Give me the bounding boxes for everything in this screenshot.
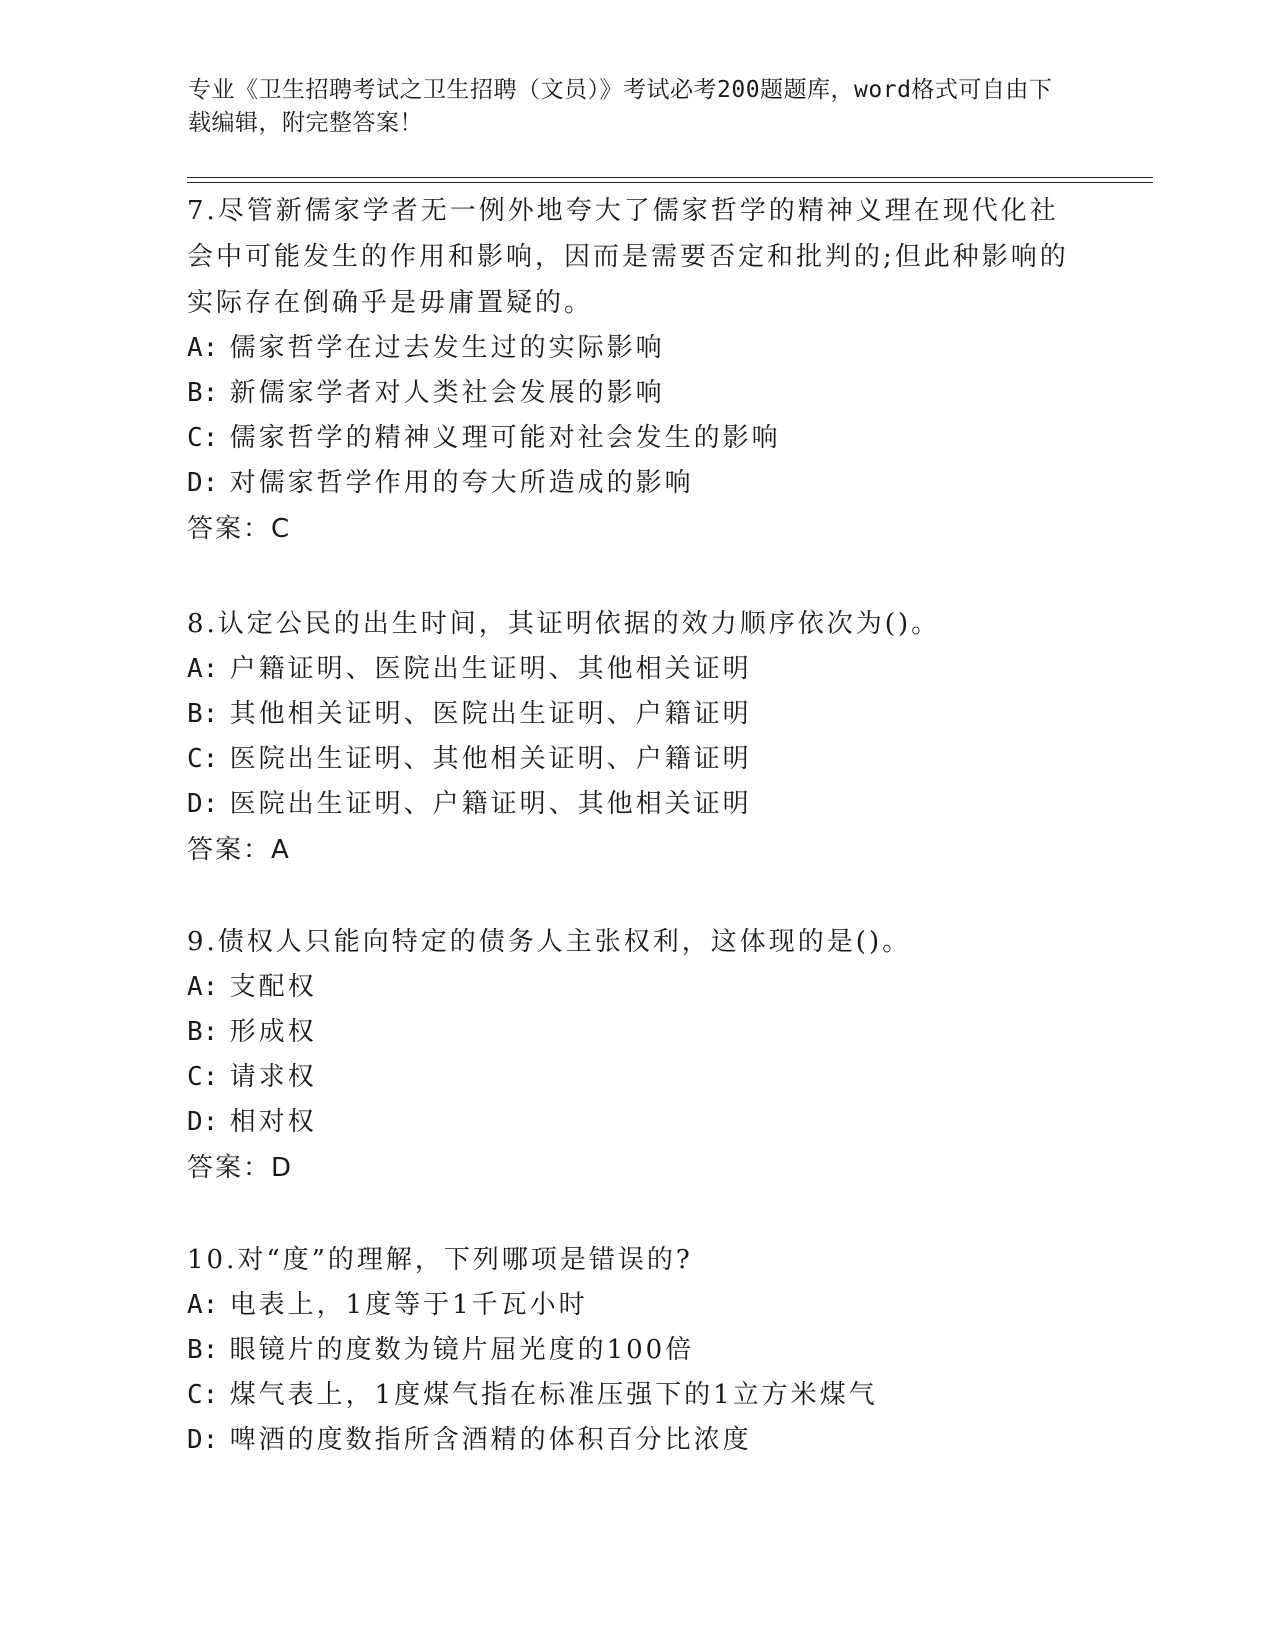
option-text: 眼镜片的度数为镜片屈光度的100倍 [229, 1335, 695, 1365]
option-text: 户籍证明、医院出生证明、其他相关证明 [229, 654, 752, 684]
option-letter: C: [187, 1062, 219, 1092]
option-d [187, 1100, 1087, 1145]
option-text: 啤酒的度数指所含酒精的体积百分比浓度 [229, 1425, 752, 1455]
option-text: 儒家哲学在过去发生过的实际影响 [229, 333, 665, 363]
option-text: 相对权 [229, 1107, 317, 1137]
option-text: 请求权 [229, 1062, 317, 1092]
question-10 [187, 1237, 1087, 1463]
question-stem: 7.尽管新儒家学者无一例外地夸大了儒家哲学的精神义理在现代化社会中可能发生的作用和影响，因而是需要否定和批判的;但此种影响的实际存在倒确乎是毋庸置疑的。 [187, 196, 1069, 318]
option-text: 形成权 [229, 1017, 317, 1047]
question-9 [187, 919, 1087, 1191]
option-text: 煤气表上，1度煤气指在标准压强下的1立方米煤气 [229, 1380, 878, 1410]
option-letter: B: [187, 1017, 219, 1047]
option-b [187, 692, 1087, 737]
option-d [187, 782, 1087, 827]
answer-label: 答案：D [187, 1153, 294, 1183]
option-letter: A: [187, 654, 219, 684]
option-b [187, 1328, 1087, 1373]
option-a [187, 1283, 1087, 1328]
option-text: 对儒家哲学作用的夸大所造成的影响 [229, 468, 694, 498]
option-text: 其他相关证明、医院出生证明、户籍证明 [229, 699, 752, 729]
option-a [187, 965, 1087, 1010]
answer-label: 答案：C [187, 514, 292, 544]
option-letter: C: [187, 1380, 219, 1410]
option-letter: A: [187, 333, 219, 363]
option-d [187, 1418, 1087, 1463]
question-stem: 10.对“度”的理解，下列哪项是错误的? [187, 1245, 693, 1275]
option-letter: D: [187, 1107, 219, 1137]
question-8 [187, 601, 1087, 873]
option-c [187, 416, 1087, 461]
option-letter: D: [187, 789, 219, 819]
option-letter: B: [187, 1335, 219, 1365]
header-divider-top [187, 177, 1153, 178]
question-7 [187, 188, 1087, 552]
option-text: 电表上，1度等于1千瓦小时 [229, 1290, 588, 1320]
option-b [187, 371, 1087, 416]
option-letter: A: [187, 1290, 219, 1320]
question-stem: 8.认定公民的出生时间，其证明依据的效力顺序依次为()。 [187, 609, 941, 639]
option-b [187, 1010, 1087, 1055]
option-text: 新儒家学者对人类社会发展的影响 [229, 378, 665, 408]
option-text: 医院出生证明、户籍证明、其他相关证明 [229, 789, 752, 819]
option-letter: D: [187, 468, 219, 498]
option-a [187, 647, 1087, 692]
option-letter: A: [187, 972, 219, 1002]
option-letter: D: [187, 1425, 219, 1455]
option-c [187, 737, 1087, 782]
option-a [187, 326, 1087, 371]
option-text: 儒家哲学的精神义理可能对社会发生的影响 [229, 423, 781, 453]
option-c [187, 1373, 1087, 1418]
option-letter: B: [187, 699, 219, 729]
header-divider-bottom [187, 182, 1153, 183]
option-letter: B: [187, 378, 219, 408]
document-header: 专业《卫生招聘考试之卫生招聘（文员）》考试必考200题题库，word格式可自由下载编辑，附完整答案！ [188, 77, 1053, 136]
option-text: 医院出生证明、其他相关证明、户籍证明 [229, 744, 752, 774]
option-c [187, 1055, 1087, 1100]
option-letter: C: [187, 423, 219, 453]
option-letter: C: [187, 744, 219, 774]
answer-label: 答案：A [187, 835, 291, 865]
option-d [187, 461, 1087, 506]
question-stem: 9.债权人只能向特定的债务人主张权利，这体现的是()。 [187, 927, 912, 957]
option-text: 支配权 [229, 972, 317, 1002]
